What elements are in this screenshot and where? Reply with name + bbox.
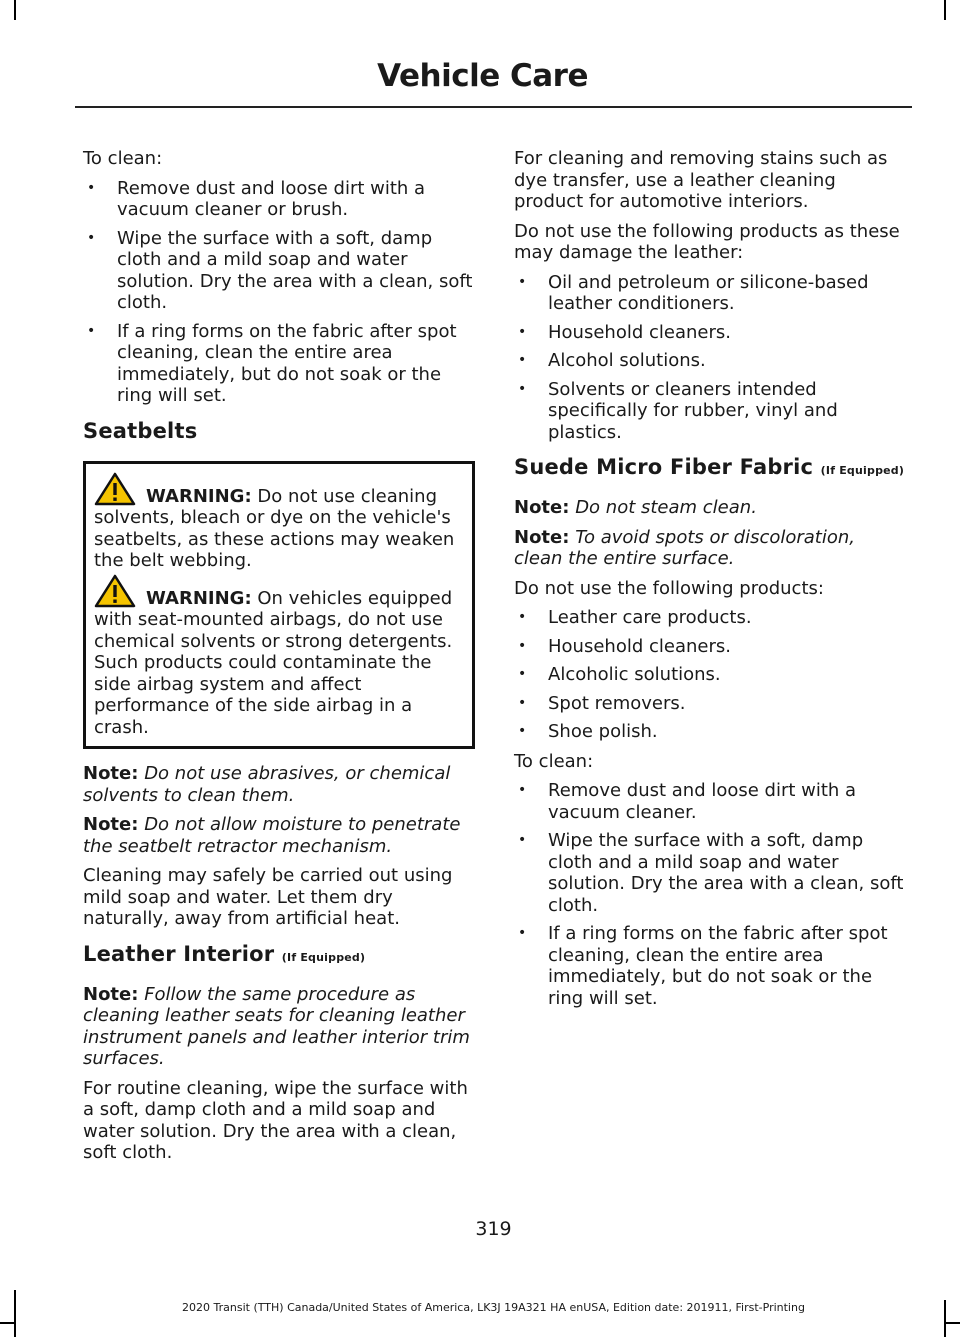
page-title: Vehicle Care <box>377 58 588 94</box>
note <box>514 527 906 570</box>
list-item: • Alcohol solutions. <box>514 350 906 372</box>
list-item: • Shoe polish. <box>514 721 906 743</box>
note-text: Do not allow moisture to penetrate the seatbelt retractor mechanism. <box>83 814 461 857</box>
list-item: • If a ring forms on the fabric after spot cleaning, clean the entire area immediately, but do not soak or the ring will set. <box>514 923 906 1009</box>
warning-label: WARNING: <box>146 485 252 507</box>
warning-triangle-icon <box>94 472 136 506</box>
leather-avoid-intro: Do not use the following products as these may damage the leather: <box>514 220 900 263</box>
crop-mark-bottom-left-h <box>0 1322 16 1324</box>
leather-stain-paragraph: For cleaning and removing stains such as dye transfer, use a leather cleaning product for automotive interiors. <box>514 148 888 212</box>
right-column <box>514 148 906 1017</box>
leather-interior-heading: Leather Interior (If Equipped) <box>83 941 366 966</box>
note-text: Do not use abrasives, or chemical solvents to clean them. <box>83 763 451 806</box>
list-item: • Remove dust and loose dirt with a vacuum cleaner or brush. <box>83 178 475 221</box>
note-text: Do not steam clean. <box>575 497 757 518</box>
note <box>83 984 475 1070</box>
list-item: • If a ring forms on the fabric after spot cleaning, clean the entire area immediately, but do not soak or the ring will set. <box>83 321 475 407</box>
header-rule <box>75 106 912 108</box>
list-item: • Oil and petroleum or silicone-based leather conditioners. <box>514 272 906 315</box>
leather-avoid-list <box>514 272 906 444</box>
warning-block <box>94 486 464 572</box>
warning-label: WARNING: <box>146 587 252 609</box>
warning-box <box>83 461 475 750</box>
list-item: • Remove dust and loose dirt with a vacuum cleaner. <box>514 780 906 823</box>
left-column <box>83 148 475 1172</box>
list-item: • Leather care products. <box>514 607 906 629</box>
crop-mark-top-left <box>14 0 16 20</box>
note-label: Note: <box>83 763 139 784</box>
crop-mark-bottom-right-h <box>944 1322 960 1324</box>
seatbelts-heading: Seatbelts <box>83 418 198 443</box>
warning-text: Do not use cleaning solvents, bleach or dye on the vehicle's seatbelts, as these actions may weaken the belt webbing. <box>94 485 455 571</box>
list-item: • Household cleaners. <box>514 322 906 344</box>
cleaning-steps-list <box>83 178 475 407</box>
edition-footer: 2020 Transit (TTH) Canada/United States of America, LK3J 19A321 HA enUSA, Edition date: 201911, First-Printing <box>182 1301 805 1314</box>
note-label: Note: <box>514 526 570 548</box>
note <box>83 763 475 806</box>
list-item: • Solvents or cleaners intended specifically for rubber, vinyl and plastics. <box>514 379 906 444</box>
note-label: Note: <box>83 983 139 1005</box>
note <box>83 814 475 857</box>
warning-block <box>94 588 464 739</box>
list-item: • Spot removers. <box>514 693 906 715</box>
list-item: • Alcoholic solutions. <box>514 664 906 686</box>
note-text: Follow the same procedure as cleaning leather seats for cleaning leather instrument panels and leather interior trim surfaces. <box>83 983 470 1069</box>
list-item: • Wipe the surface with a soft, damp cloth and a mild soap and water solution. Dry the area with a clean, soft cloth. <box>83 228 475 314</box>
suede-heading: Suede Micro Fiber Fabric (If Equipped) <box>514 455 905 479</box>
note-text: To avoid spots or discoloration, clean the entire surface. <box>514 526 856 569</box>
crop-mark-top-right <box>944 0 946 20</box>
note <box>514 497 906 519</box>
suede-clean-intro: To clean: <box>514 750 594 772</box>
list-item: • Household cleaners. <box>514 636 906 658</box>
suede-avoid-list <box>514 607 906 743</box>
heading-qualifier: (If Equipped) <box>281 950 366 964</box>
seatbelt-paragraph: Cleaning may safely be carried out using mild soap and water. Let them dry naturally, away from artificial heat. <box>83 865 453 929</box>
suede-avoid-intro: Do not use the following products: <box>514 577 824 599</box>
warning-text: On vehicles equipped with seat-mounted airbags, do not use chemical solvents or strong detergents. Such products could contaminate the side airbag system and affect performance of the side airbag in a crash. <box>94 587 453 738</box>
note-label: Note: <box>514 497 570 518</box>
suede-steps-list <box>514 780 906 1009</box>
heading-qualifier: (If Equipped) <box>820 464 905 477</box>
warning-triangle-icon <box>94 574 136 608</box>
leather-paragraph: For routine cleaning, wipe the surface with a soft, damp cloth and a mild soap and water solution. Dry the area with a clean, soft cloth. <box>83 1077 468 1163</box>
note-label: Note: <box>83 814 139 835</box>
list-item: • Wipe the surface with a soft, damp cloth and a mild soap and water solution. Dry the area with a clean, soft cloth. <box>514 830 906 916</box>
page-number: 319 <box>475 1218 512 1240</box>
to-clean-intro: To clean: <box>83 148 163 169</box>
